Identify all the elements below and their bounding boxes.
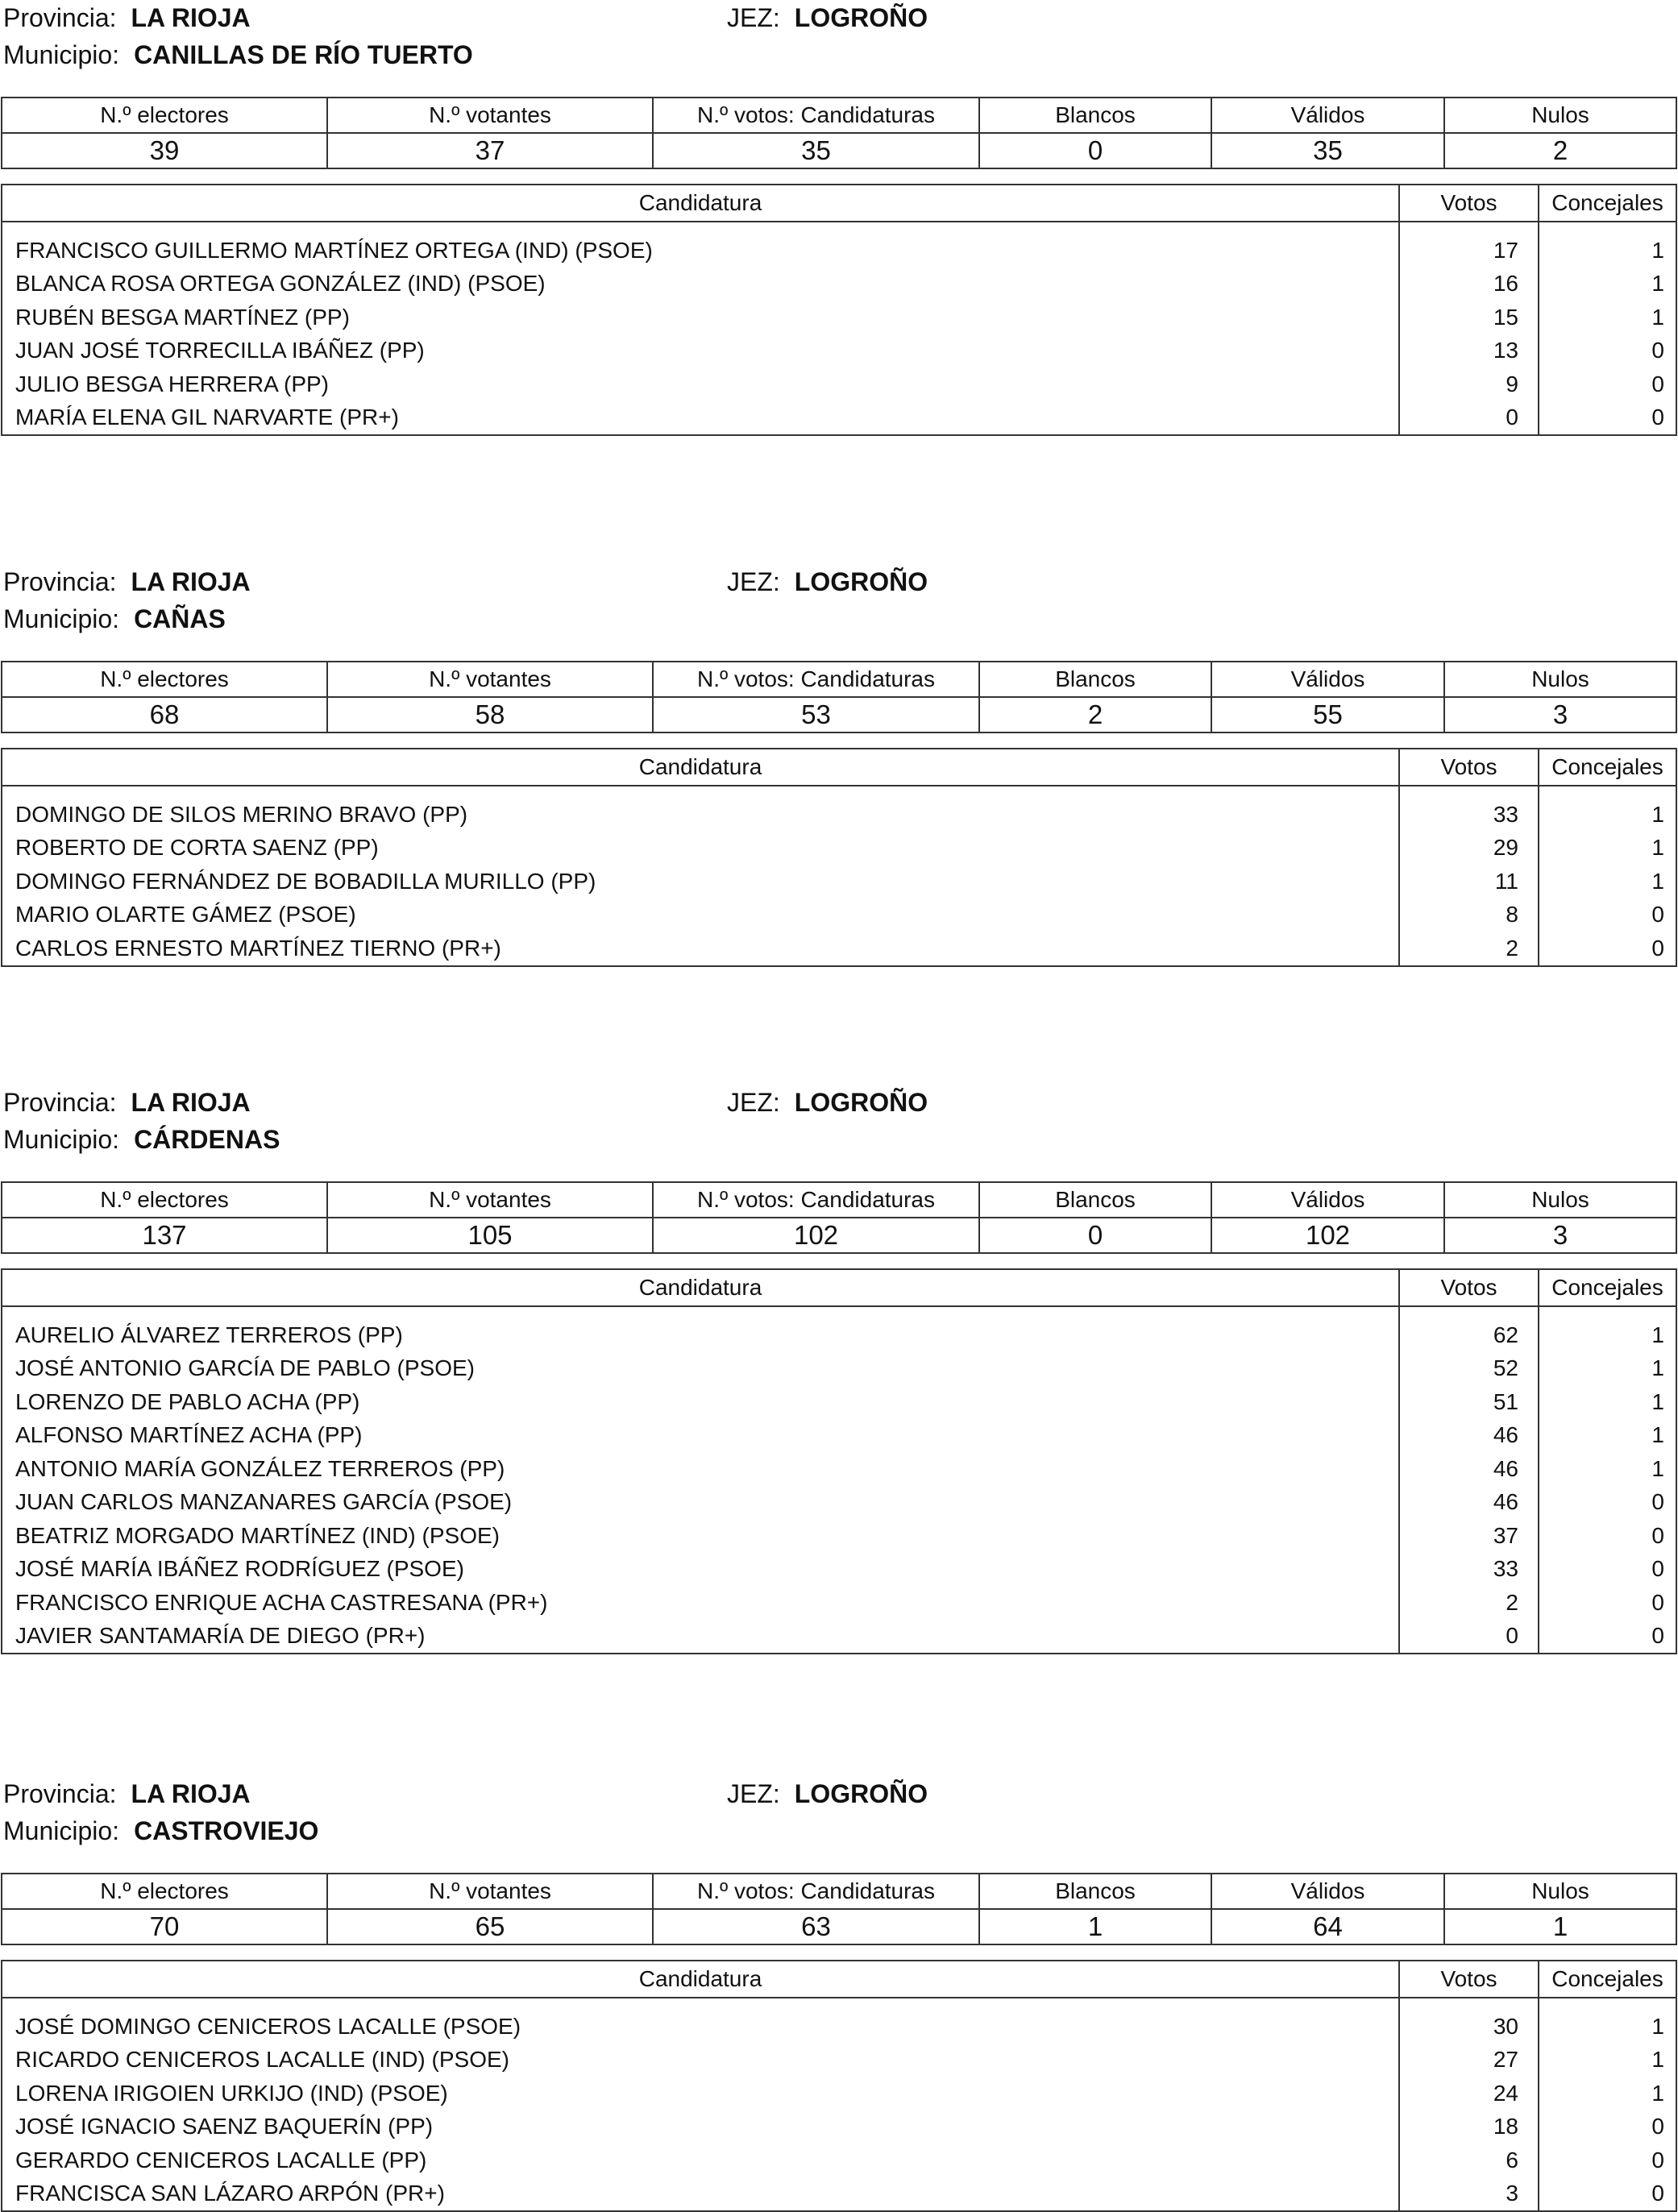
candidatura-header: Candidatura	[2, 1269, 1399, 1306]
candidate-concejales: 1	[1539, 1385, 1676, 1419]
summary-value-cell: 65	[327, 1909, 653, 1944]
candidate-row	[2, 1318, 1676, 1352]
jez-row	[727, 2, 928, 34]
candidate-votes: 16	[1399, 268, 1539, 301]
candidate-row	[2, 1519, 1676, 1553]
candidate-row	[2, 798, 1676, 832]
votos-header: Votos	[1399, 185, 1539, 222]
summary-header-cell: N.º electores	[2, 1874, 327, 1909]
summary-header-cell: Nulos	[1444, 98, 1676, 133]
block-header	[0, 0, 1678, 74]
summary-value-row	[2, 133, 1676, 168]
summary-header-cell: Nulos	[1444, 1182, 1676, 1218]
spacer-row	[2, 1998, 1676, 2010]
provincia-label: Provincia:	[3, 1088, 117, 1117]
candidate-name: JUAN JOSÉ TORRECILLA IBÁÑEZ (PP)	[2, 334, 1399, 368]
provincia-row	[3, 566, 251, 598]
summary-header-cell: N.º votantes	[327, 1874, 653, 1909]
candidate-concejales: 1	[1539, 798, 1676, 832]
candidates-header-row	[2, 1961, 1676, 1998]
candidate-name: FRANCISCA SAN LÁZARO ARPÓN (PR+)	[2, 2177, 1399, 2212]
municipio-value: CAÑAS	[134, 604, 226, 633]
candidate-row	[2, 234, 1676, 268]
summary-value-cell: 1	[1444, 1909, 1676, 1944]
candidate-votes: 0	[1399, 1620, 1539, 1654]
block-header	[0, 564, 1678, 638]
jez-label: JEZ:	[727, 1779, 780, 1808]
summary-header-cell: N.º electores	[2, 662, 327, 697]
candidate-votes: 30	[1399, 2010, 1539, 2044]
summary-value-cell: 35	[653, 133, 979, 168]
votos-header: Votos	[1399, 1269, 1539, 1306]
candidate-concejales: 0	[1539, 1486, 1676, 1520]
summary-value-cell: 63	[653, 1909, 979, 1944]
candidate-row	[2, 1553, 1676, 1587]
summary-header-cell: N.º votos: Candidaturas	[653, 1874, 979, 1909]
candidate-concejales: 1	[1539, 1352, 1676, 1386]
municipio-label: Municipio:	[3, 604, 120, 633]
candidate-votes: 2	[1399, 1586, 1539, 1620]
summary-header-cell: N.º votantes	[327, 98, 653, 133]
candidate-votes: 13	[1399, 334, 1539, 368]
candidate-name: JOSÉ ANTONIO GARCÍA DE PABLO (PSOE)	[2, 1352, 1399, 1386]
candidate-concejales: 1	[1539, 234, 1676, 268]
candidate-row	[2, 898, 1676, 932]
summary-value-cell: 58	[327, 697, 653, 732]
municipio-label: Municipio:	[3, 40, 120, 69]
provincia-row	[3, 1778, 251, 1810]
candidate-row	[2, 334, 1676, 368]
summary-header-cell: N.º votos: Candidaturas	[653, 98, 979, 133]
candidate-row	[2, 1486, 1676, 1520]
summary-value-cell: 0	[979, 1218, 1211, 1253]
concejales-header: Concejales	[1539, 1269, 1676, 1306]
candidate-votes: 15	[1399, 301, 1539, 334]
block-header	[0, 1085, 1678, 1159]
provincia-label: Provincia:	[3, 567, 117, 596]
candidate-name: ANTONIO MARÍA GONZÁLEZ TERREROS (PP)	[2, 1452, 1399, 1486]
candidate-concejales: 1	[1539, 2044, 1676, 2077]
provincia-value: LA RIOJA	[131, 567, 251, 596]
summary-table	[1, 1181, 1677, 1254]
jez-value: LOGROÑO	[794, 1088, 928, 1117]
candidate-votes: 52	[1399, 1352, 1539, 1386]
candidate-votes: 29	[1399, 832, 1539, 865]
candidate-votes: 2	[1399, 932, 1539, 966]
summary-value-cell: 0	[979, 133, 1211, 168]
candidate-name: GERARDO CENICEROS LACALLE (PP)	[2, 2144, 1399, 2177]
candidate-concejales: 0	[1539, 401, 1676, 436]
candidate-name: RICARDO CENICEROS LACALLE (IND) (PSOE)	[2, 2044, 1399, 2077]
provincia-row	[3, 1086, 251, 1118]
provincia-label: Provincia:	[3, 1779, 117, 1808]
candidate-name: CARLOS ERNESTO MARTÍNEZ TIERNO (PR+)	[2, 932, 1399, 966]
candidate-name: JAVIER SANTAMARÍA DE DIEGO (PR+)	[2, 1620, 1399, 1654]
summary-value-cell: 102	[1211, 1218, 1444, 1253]
candidate-name: AURELIO ÁLVAREZ TERREROS (PP)	[2, 1318, 1399, 1352]
jez-value: LOGROÑO	[794, 3, 928, 32]
candidatura-header: Candidatura	[2, 1961, 1399, 1998]
candidate-row	[2, 1352, 1676, 1386]
candidate-votes: 46	[1399, 1486, 1539, 1520]
jez-row	[727, 566, 928, 598]
summary-value-cell: 55	[1211, 697, 1444, 732]
summary-table	[1, 1873, 1677, 1945]
candidate-name: LORENZO DE PABLO ACHA (PP)	[2, 1385, 1399, 1419]
summary-value-cell: 64	[1211, 1909, 1444, 1944]
summary-value-cell: 53	[653, 697, 979, 732]
concejales-header: Concejales	[1539, 749, 1676, 786]
summary-header-cell: Blancos	[979, 1182, 1211, 1218]
candidates-header-row	[2, 1269, 1676, 1306]
municipio-label: Municipio:	[3, 1125, 120, 1154]
candidate-votes: 6	[1399, 2144, 1539, 2177]
candidate-name: LORENA IRIGOIEN URKIJO (IND) (PSOE)	[2, 2077, 1399, 2110]
summary-header-row	[2, 1874, 1676, 1909]
candidate-name: FRANCISCO GUILLERMO MARTÍNEZ ORTEGA (IND) (PSOE)	[2, 234, 1399, 268]
municipio-row	[3, 603, 226, 635]
summary-value-cell: 70	[2, 1909, 327, 1944]
candidate-concejales: 0	[1539, 898, 1676, 932]
municipio-label: Municipio:	[3, 1816, 120, 1845]
summary-header-cell: Blancos	[979, 662, 1211, 697]
summary-value-cell: 3	[1444, 697, 1676, 732]
summary-header-cell: Válidos	[1211, 662, 1444, 697]
municipio-row	[3, 39, 473, 71]
provincia-value: LA RIOJA	[131, 3, 251, 32]
candidatura-header: Candidatura	[2, 749, 1399, 786]
summary-value-cell: 35	[1211, 133, 1444, 168]
summary-header-cell: N.º electores	[2, 1182, 327, 1218]
jez-value: LOGROÑO	[794, 567, 928, 596]
candidate-concejales: 1	[1539, 865, 1676, 898]
jez-label: JEZ:	[727, 567, 780, 596]
block-header	[0, 1776, 1678, 1850]
candidate-concejales: 1	[1539, 1318, 1676, 1352]
jez-value: LOGROÑO	[794, 1779, 928, 1808]
summary-header-row	[2, 662, 1676, 697]
candidates-table	[1, 748, 1677, 967]
candidate-name: JOSÉ IGNACIO SAENZ BAQUERÍN (PP)	[2, 2110, 1399, 2144]
candidate-votes: 17	[1399, 234, 1539, 268]
candidate-votes: 37	[1399, 1519, 1539, 1553]
summary-value-cell: 137	[2, 1218, 327, 1253]
summary-header-row	[2, 98, 1676, 133]
municipality-block	[0, 1085, 1678, 1649]
summary-header-cell: Nulos	[1444, 1874, 1676, 1909]
candidate-votes: 46	[1399, 1419, 1539, 1453]
municipality-block	[0, 564, 1678, 961]
municipio-value: CANILLAS DE RÍO TUERTO	[134, 40, 473, 69]
candidate-name: JOSÉ DOMINGO CENICEROS LACALLE (PSOE)	[2, 2010, 1399, 2044]
summary-header-cell: N.º votos: Candidaturas	[653, 662, 979, 697]
municipio-row	[3, 1123, 280, 1156]
spacer-row	[2, 222, 1676, 234]
candidate-row	[2, 2177, 1676, 2212]
spacer-row	[2, 1306, 1676, 1318]
candidate-concejales: 0	[1539, 1586, 1676, 1620]
candidate-votes: 11	[1399, 865, 1539, 898]
candidate-votes: 9	[1399, 367, 1539, 401]
candidate-concejales: 1	[1539, 2010, 1676, 2044]
candidate-row	[2, 401, 1676, 436]
votos-header: Votos	[1399, 1961, 1539, 1998]
candidate-concejales: 0	[1539, 932, 1676, 966]
candidate-row	[2, 2044, 1676, 2077]
candidate-votes: 18	[1399, 2110, 1539, 2144]
jez-row	[727, 1778, 928, 1810]
candidate-concejales: 0	[1539, 367, 1676, 401]
summary-header-cell: Nulos	[1444, 662, 1676, 697]
candidate-name: DOMINGO FERNÁNDEZ DE BOBADILLA MURILLO (PP)	[2, 865, 1399, 898]
candidates-header-row	[2, 185, 1676, 222]
candidate-row	[2, 1452, 1676, 1486]
concejales-header: Concejales	[1539, 185, 1676, 222]
summary-header-cell: Válidos	[1211, 98, 1444, 133]
candidate-row	[2, 1385, 1676, 1419]
candidate-votes: 51	[1399, 1385, 1539, 1419]
summary-header-cell: N.º votantes	[327, 662, 653, 697]
candidate-concejales: 1	[1539, 1452, 1676, 1486]
candidate-name: JUAN CARLOS MANZANARES GARCÍA (PSOE)	[2, 1486, 1399, 1520]
jez-label: JEZ:	[727, 3, 780, 32]
summary-header-row	[2, 1182, 1676, 1218]
candidate-row	[2, 932, 1676, 966]
candidate-votes: 33	[1399, 1553, 1539, 1587]
municipio-value: CÁRDENAS	[134, 1125, 280, 1154]
candidate-name: RUBÉN BESGA MARTÍNEZ (PP)	[2, 301, 1399, 334]
summary-header-cell: Blancos	[979, 1874, 1211, 1909]
candidate-row	[2, 1419, 1676, 1453]
votos-header: Votos	[1399, 749, 1539, 786]
candidate-row	[2, 832, 1676, 865]
municipio-row	[3, 1815, 318, 1847]
candidate-votes: 8	[1399, 898, 1539, 932]
jez-label: JEZ:	[727, 1088, 780, 1117]
provincia-value: LA RIOJA	[131, 1779, 251, 1808]
candidate-concejales: 1	[1539, 1419, 1676, 1453]
summary-value-cell: 37	[327, 133, 653, 168]
candidate-votes: 0	[1399, 401, 1539, 436]
summary-value-cell: 102	[653, 1218, 979, 1253]
summary-header-cell: N.º votos: Candidaturas	[653, 1182, 979, 1218]
candidatura-header: Candidatura	[2, 185, 1399, 222]
candidate-row	[2, 268, 1676, 301]
provincia-value: LA RIOJA	[131, 1088, 251, 1117]
municipality-block	[0, 1776, 1678, 2206]
provincia-row	[3, 2, 251, 34]
candidate-row	[2, 2144, 1676, 2177]
summary-table	[1, 97, 1677, 169]
candidate-name: JOSÉ MARÍA IBÁÑEZ RODRÍGUEZ (PSOE)	[2, 1553, 1399, 1587]
candidate-concejales: 0	[1539, 2177, 1676, 2212]
jez-row	[727, 1086, 928, 1118]
summary-table	[1, 661, 1677, 733]
summary-value-cell: 39	[2, 133, 327, 168]
candidate-row	[2, 301, 1676, 334]
summary-value-cell: 3	[1444, 1218, 1676, 1253]
candidate-name: JULIO BESGA HERRERA (PP)	[2, 367, 1399, 401]
summary-value-row	[2, 1909, 1676, 1944]
summary-value-cell: 2	[1444, 133, 1676, 168]
candidate-name: MARIO OLARTE GÁMEZ (PSOE)	[2, 898, 1399, 932]
candidate-name: ROBERTO DE CORTA SAENZ (PP)	[2, 832, 1399, 865]
candidates-table	[1, 1960, 1677, 2212]
candidate-name: MARÍA ELENA GIL NARVARTE (PR+)	[2, 401, 1399, 436]
candidate-concejales: 0	[1539, 2110, 1676, 2144]
candidate-name: ALFONSO MARTÍNEZ ACHA (PP)	[2, 1419, 1399, 1453]
candidate-votes: 33	[1399, 798, 1539, 832]
summary-value-row	[2, 1218, 1676, 1253]
candidate-name: BEATRIZ MORGADO MARTÍNEZ (IND) (PSOE)	[2, 1519, 1399, 1553]
candidates-table	[1, 184, 1677, 436]
provincia-label: Provincia:	[3, 3, 117, 32]
candidate-name: BLANCA ROSA ORTEGA GONZÁLEZ (IND) (PSOE)	[2, 268, 1399, 301]
candidate-concejales: 0	[1539, 1620, 1676, 1654]
candidate-votes: 24	[1399, 2077, 1539, 2110]
summary-header-cell: Válidos	[1211, 1182, 1444, 1218]
candidate-row	[2, 2010, 1676, 2044]
summary-value-cell: 1	[979, 1909, 1211, 1944]
candidate-concejales: 1	[1539, 2077, 1676, 2110]
municipio-value: CASTROVIEJO	[134, 1816, 319, 1845]
candidate-votes: 46	[1399, 1452, 1539, 1486]
summary-header-cell: Blancos	[979, 98, 1211, 133]
candidate-row	[2, 1586, 1676, 1620]
candidate-concejales: 0	[1539, 1553, 1676, 1587]
candidates-table	[1, 1268, 1677, 1654]
candidate-name: DOMINGO DE SILOS MERINO BRAVO (PP)	[2, 798, 1399, 832]
summary-value-row	[2, 697, 1676, 732]
candidate-concejales: 0	[1539, 2144, 1676, 2177]
candidate-row	[2, 2077, 1676, 2110]
municipality-block	[0, 0, 1678, 430]
candidate-row	[2, 367, 1676, 401]
summary-header-cell: Válidos	[1211, 1874, 1444, 1909]
candidate-votes: 62	[1399, 1318, 1539, 1352]
candidate-concejales: 0	[1539, 1519, 1676, 1553]
summary-value-cell: 2	[979, 697, 1211, 732]
candidate-row	[2, 2110, 1676, 2144]
candidates-header-row	[2, 749, 1676, 786]
candidate-votes: 3	[1399, 2177, 1539, 2212]
candidate-name: FRANCISCO ENRIQUE ACHA CASTRESANA (PR+)	[2, 1586, 1399, 1620]
spacer-row	[2, 786, 1676, 798]
candidate-concejales: 0	[1539, 334, 1676, 368]
summary-header-cell: N.º votantes	[327, 1182, 653, 1218]
candidate-row	[2, 865, 1676, 898]
concejales-header: Concejales	[1539, 1961, 1676, 1998]
candidate-concejales: 1	[1539, 301, 1676, 334]
summary-value-cell: 68	[2, 697, 327, 732]
candidate-concejales: 1	[1539, 832, 1676, 865]
candidate-votes: 27	[1399, 2044, 1539, 2077]
summary-header-cell: N.º electores	[2, 98, 327, 133]
summary-value-cell: 105	[327, 1218, 653, 1253]
candidate-concejales: 1	[1539, 268, 1676, 301]
candidate-row	[2, 1620, 1676, 1654]
